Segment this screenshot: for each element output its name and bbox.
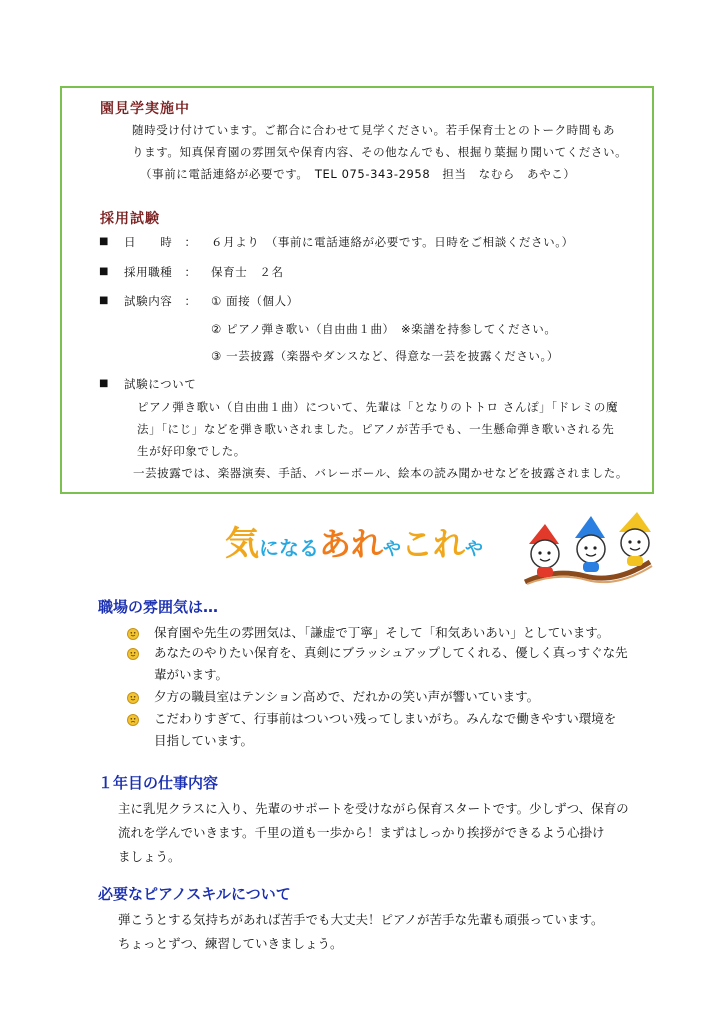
about-line-1: ピアノ弾き歌い（自由曲１曲）について、先輩は「となりのトトロ さんぽ」「ドレミの魔 [137, 400, 619, 414]
exam-label: 試験内容 ： [124, 294, 197, 308]
banner-ki: 気 [225, 524, 259, 564]
first-year-line-3: ましょう。 [118, 849, 181, 864]
piano-line-2: ちょっとずつ、練習していきましょう。 [118, 936, 343, 951]
smile-icon [127, 692, 139, 704]
exam-item-2: ② ピアノ弾き歌い（自由曲１曲） ※楽譜を持参してください。 [211, 322, 557, 336]
atmosphere-item-4a: こだわりすぎて、行事前はついつい残ってしまいがち。みんなで働きやすい環境を [154, 711, 617, 726]
atmosphere-item-4b: 目指しています。 [154, 733, 254, 748]
open-house-contact: （事前に電話連絡が必要です。 TEL 075-343-2958 担当 なむら あやこ） [140, 167, 576, 181]
atmosphere-item-2a: あなたのやりたい保育を、真剣にブラッシュアップしてくれる、優しく真っすぐな先 [154, 645, 628, 660]
about-line-3: 生が好印象でした。 [137, 444, 246, 458]
atmosphere-item-2b: 輩がいます。 [154, 667, 229, 682]
first-year-line-2: 流れを学んでいきます。千里の道も一歩から！まずはしっかり挨拶ができるよう心掛け [118, 825, 605, 840]
job-value: 保育士 ２名 [211, 265, 284, 279]
about-line-2: 法」「にじ」などを弾き歌いされました。ピアノが苦手でも、一生懸命弾き歌いされる先 [137, 422, 615, 436]
smile-icon [127, 648, 139, 660]
about-label: 試験について [124, 377, 197, 391]
banner-kore: これ [401, 525, 466, 563]
recruit-title: 採用試験 [100, 211, 160, 227]
atmosphere-item-3: 夕方の職員室はテンション高めで、だれかの笑い声が響いています。 [154, 689, 540, 704]
date-value: ６月より （事前に電話連絡が必要です。日時をご相談ください。） [211, 235, 574, 249]
open-house-line-2: ります。知真保育園の雰囲気や保育内容、その他なんでも、根掘り葉掘り聞いてください。 [132, 145, 628, 159]
banner-are: あれ [319, 525, 384, 563]
banner-ya-1: や [383, 539, 402, 560]
bullet-about: ■ [99, 378, 110, 389]
about-line-4: 一芸披露では、楽器演奏、手話、バレーボール、絵本の読み聞かせなどを披露されました。 [133, 466, 628, 480]
date-label: 日 時 ： [124, 235, 197, 249]
exam-item-1: ① 面接（個人） [211, 294, 299, 308]
banner-title [225, 516, 483, 565]
banner-ninaru: になる [259, 536, 319, 560]
job-label: 採用職種 ： [124, 265, 197, 279]
bullet-job: ■ [99, 266, 110, 277]
worried-face-icon [127, 714, 139, 726]
bullet-exam: ■ [99, 295, 110, 306]
piano-title: 必要なピアノスキルについて [98, 885, 291, 903]
first-year-line-1: 主に乳児クラスに入り、先輩のサポートを受けながら保育スタートです。少しずつ、保育の [118, 801, 629, 816]
banner-ya-2: や [465, 539, 484, 560]
atmosphere-title: 職場の雰囲気は… [98, 598, 219, 616]
first-year-title: １年目の仕事内容 [98, 774, 219, 792]
smile-icon [127, 628, 139, 640]
exam-item-3: ③ 一芸披露（楽器やダンスなど、得意な一芸を披露ください。） [211, 349, 559, 363]
open-house-title: 園見学実施中 [100, 101, 190, 117]
piano-line-1: 弾こうとする気持ちがあれば苦手でも大丈夫！ピアノが苦手な先輩も頑張っています。 [118, 912, 604, 927]
kids-illustration [515, 510, 665, 592]
atmosphere-item-1: 保育園や先生の雰囲気は、「謙虚で丁寧」そして「和気あいあい」としています。 [154, 625, 610, 640]
bullet-date: ■ [99, 236, 110, 247]
open-house-line-1: 随時受け付けています。ご都合に合わせて見学ください。若手保育士とのトーク時間もあ [132, 123, 616, 137]
